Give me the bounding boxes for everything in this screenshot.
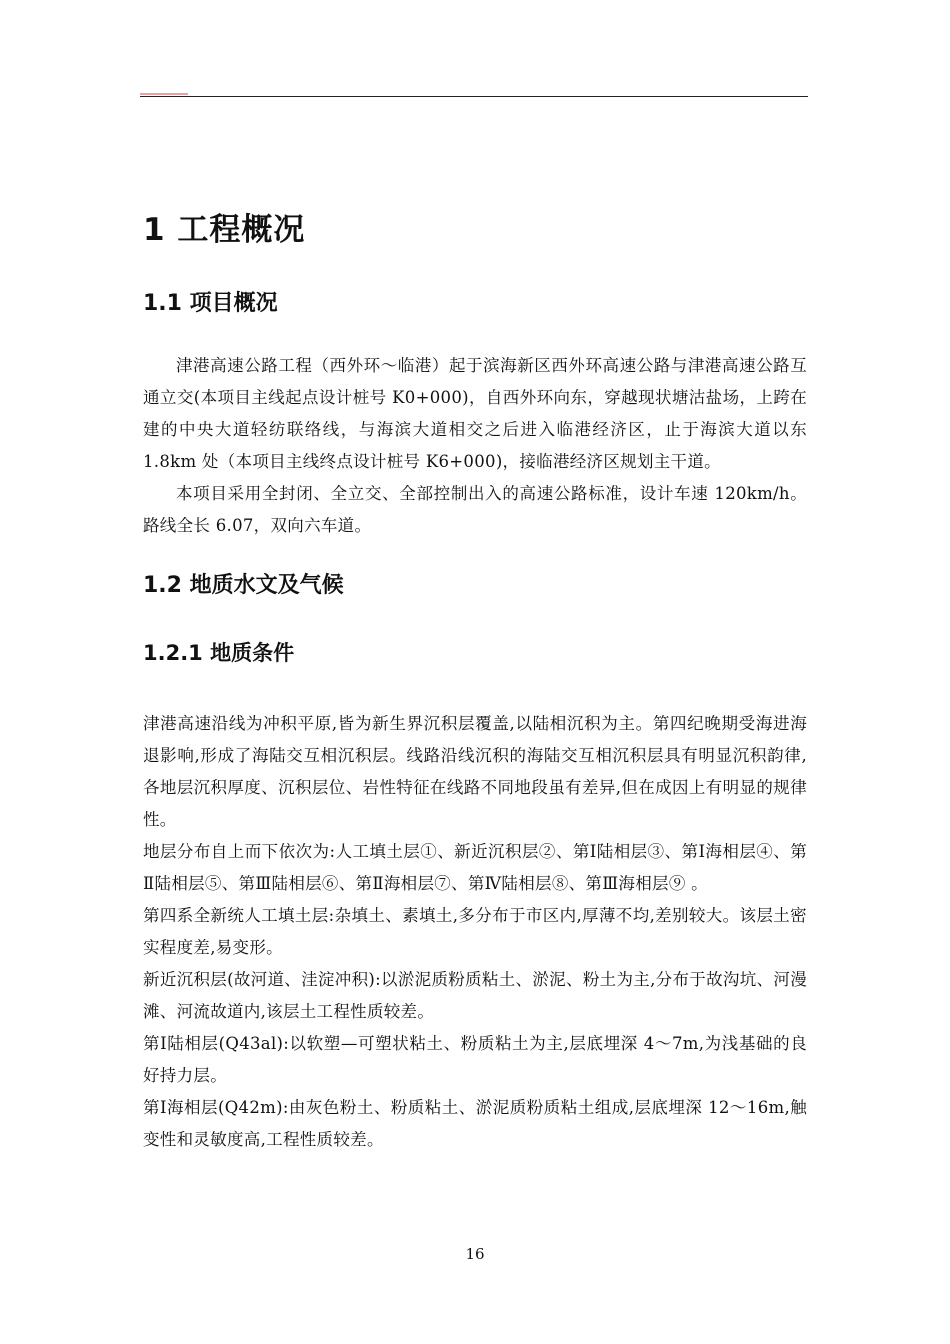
section-heading-1-1: 1.1 项目概况	[143, 291, 278, 316]
paragraph: 本项目采用全封闭、全立交、全部控制出入的高速公路标准，设计车速 120km/h。路线全长 6.07，双向六车道。	[143, 484, 807, 535]
subsection-heading-1-2-1: 1.2.1 地质条件	[143, 641, 295, 665]
section-1-1-body	[143, 350, 807, 542]
paragraph: 第四系全新统人工填土层:杂填土、素填土,多分布于市区内,厚薄不均,差别较大。该层土密实程度差,易变形。	[143, 906, 807, 957]
paragraph: 新近沉积层(故河道、洼淀冲积):以淤泥质粉质粘土、淤泥、粉土为主,分布于故沟坑、河漫滩、河流故道内,该层土工程性质较差。	[143, 970, 807, 1021]
page-number: 16	[465, 1245, 485, 1263]
page-content	[143, 200, 807, 1156]
chapter-title: 1 工程概况	[143, 212, 306, 248]
paragraph: 地层分布自上而下依次为:人工填土层①、新近沉积层②、第Ⅰ陆相层③、第Ⅰ海相层④、第Ⅱ陆相层⑤、第Ⅲ陆相层⑥、第Ⅱ海相层⑦、第Ⅳ陆相层⑧、第Ⅲ海相层⑨ 。	[143, 842, 807, 893]
paragraph: 津港高速公路工程（西外环～临港）起于滨海新区西外环高速公路与津港高速公路互通立交(本项目主线起点设计桩号 K0+000)，自西外环向东，穿越现状塘沽盐场，上跨在建的中央大道轻纺联络线，与海滨大道相交之后进入临港经济区，止于海滨大道以东 1.8km 处（本项目主线终点设计桩号 K6+000)，接临港经济区规划主干道。	[143, 356, 807, 471]
header-color-mark	[140, 93, 188, 95]
subsection-1-2-1-body	[143, 708, 807, 1156]
paragraph: 第Ⅰ陆相层(Q43al):以软塑—可塑状粘土、粉质粘土为主,层底埋深 4～7m,为浅基础的良好持力层。	[143, 1034, 807, 1085]
paragraph: 津港高速沿线为冲积平原,皆为新生界沉积层覆盖,以陆相沉积为主。第四纪晚期受海进海退影响,形成了海陆交互相沉积层。线路沿线沉积的海陆交互相沉积层具有明显沉积韵律,各地层沉积厚度、沉积层位、岩性特征在线路不同地段虽有差异,但在成因上有明显的规律性。	[143, 714, 807, 829]
paragraph: 第Ⅰ海相层(Q42m):由灰色粉土、粉质粘土、淤泥质粉质粘土组成,层底埋深 12～16m,触变性和灵敏度高,工程性质较差。	[143, 1098, 807, 1149]
section-heading-1-2: 1.2 地质水文及气候	[143, 573, 344, 598]
header-rule	[140, 96, 808, 97]
